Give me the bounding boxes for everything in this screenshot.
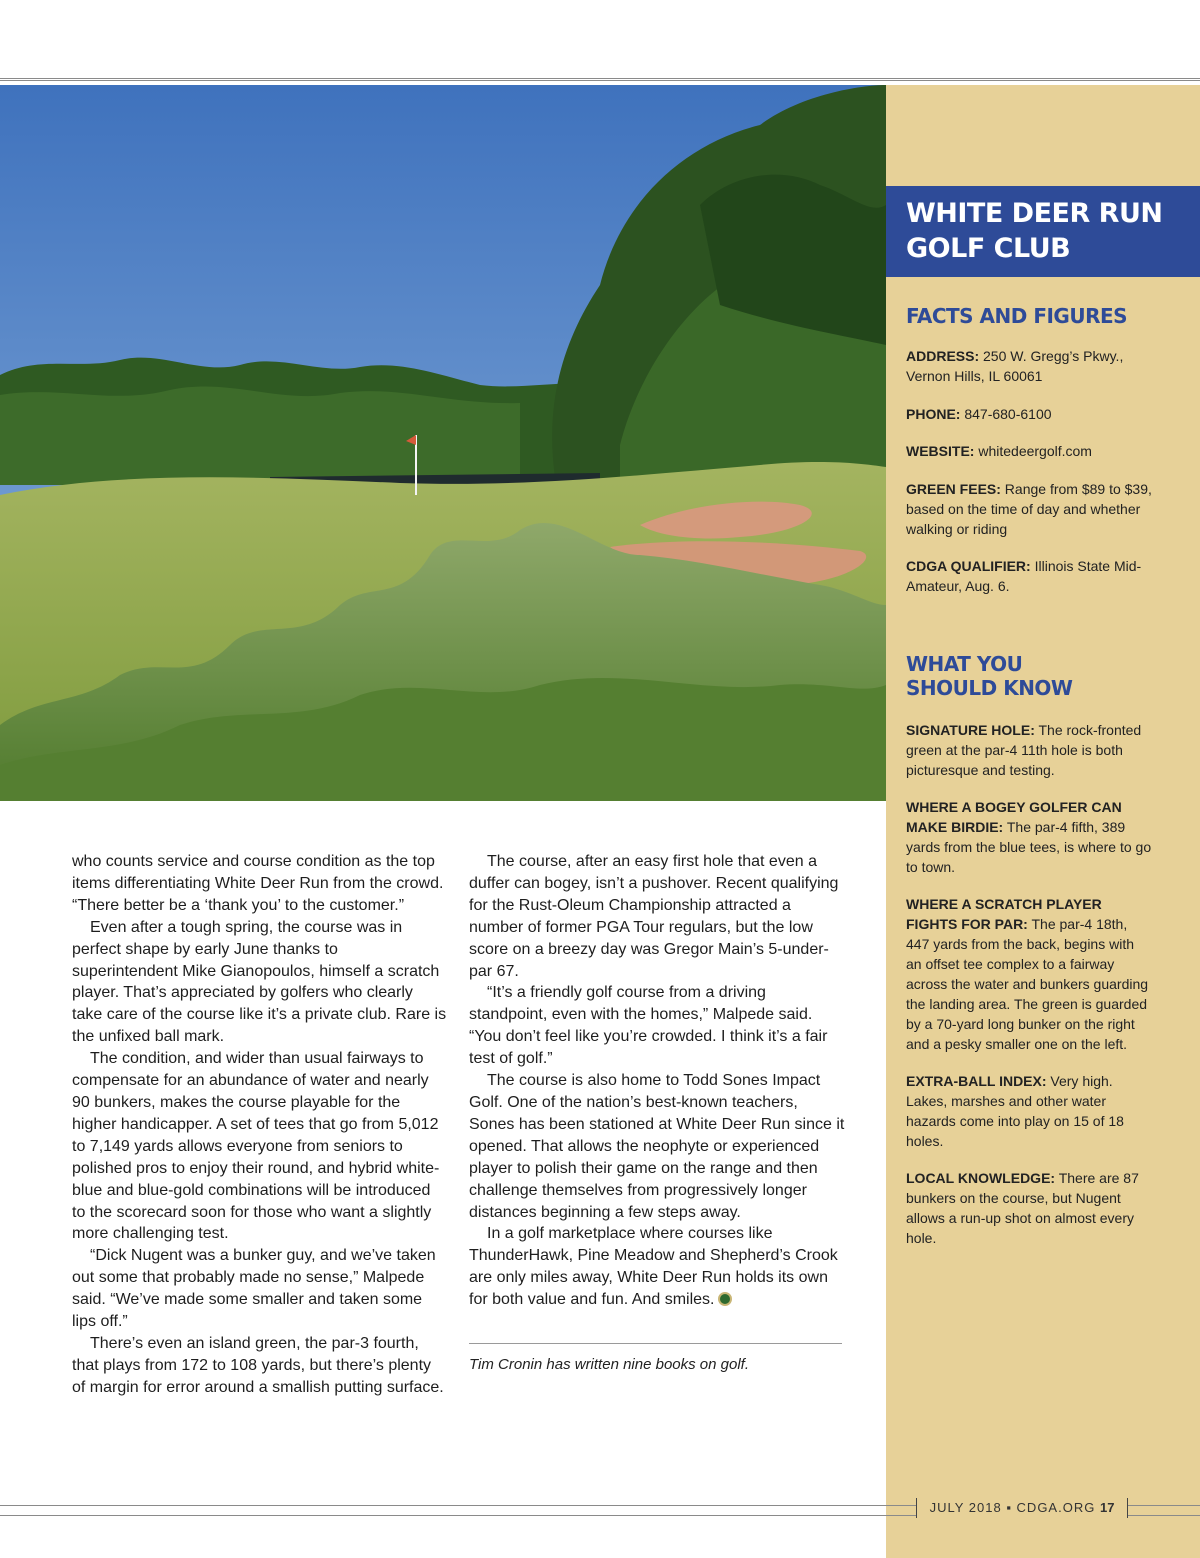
body-paragraph: “It’s a friendly golf course from a driving standpoint, even with the homes,” Malpede said. “You don’t feel like you’re crowded. I think it’s a fair test of golf.” [469,984,828,1068]
page-folio [916,1498,1128,1520]
page-number: 17 [1099,1500,1115,1515]
fact-text: 250 W. Gregg’s Pkwy., Vernon Hills, IL 60061 [906,348,1124,384]
fact-label: WEBSITE: [906,443,975,459]
know-local-knowledge [906,1168,1152,1248]
fact-label: ADDRESS: [906,348,980,364]
fact-text: 847-680-6100 [964,406,1052,422]
body-paragraph: Even after a tough spring, the course was in perfect shape by early June thanks to superintendent Mike Gianopoulos, himself a scratch player. That’s appreciated by golfers who clearly take care of the course like it’s a private club. Rare is the unfixed ball mark. [72,918,447,1046]
fact-text: The rock-fronted green at the par-4 11th hole is both picturesque and testing. [906,722,1142,778]
sidebar-banner [886,186,1200,277]
site-name: CDGA.ORG [1016,1500,1096,1515]
fact-label: GREEN FEES: [906,481,1001,497]
footer-rule-left [0,1505,916,1506]
know-signature-hole [906,720,1152,780]
body-paragraph: “Dick Nugent was a bunker guy, and we’ve taken out some that probably made no sense,” Malpede said. “We’ve made some smaller and taken some lips off.” [72,1247,436,1331]
folio-divider [916,1498,917,1518]
footer-rule-right-lower [1128,1515,1200,1516]
body-paragraph: The course is also home to Todd Sones Impact Golf. One of the nation’s best-known teachers, Sones has been stationed at White Deer Run since it opened. That allows the neophyte or experienced player to polish their game on the range and then challenge themselves from progressively longer distances beginning a few steps away. [469,1072,845,1221]
fact-text: whitedeergolf.com [978,443,1092,459]
fact-phone [906,404,1152,424]
body-paragraph: The course, after an easy first hole that even a duffer can bogey, isn’t a pushover. Recent qualifying for the Rust-Oleum Championship attracted a number of former PGA Tour regulars, but the low score on a breezy day was Gregor Main’s 5-under-par 67. [469,853,839,980]
fact-label: EXTRA-BALL INDEX: [906,1073,1047,1089]
fact-label: WHERE A SCRATCH PLAYER FIGHTS FOR PAR: [906,896,1102,932]
footer-rule-right [1128,1505,1200,1506]
know-bogey-birdie [906,797,1152,877]
fact-green-fees [906,479,1152,539]
fact-text: There are 87 bunkers on the course, but Nugent allows a run-up shot on almost every hole. [906,1170,1139,1246]
fact-text: Range from $89 to $39, based on the time of day and whether walking or riding [906,481,1152,537]
article-column-middle [469,851,847,1311]
body-paragraph-final [469,1223,847,1311]
fact-address [906,346,1152,386]
fact-label: LOCAL KNOWLEDGE: [906,1170,1056,1186]
body-paragraph: The condition, and wider than usual fairways to compensate for an abundance of water and nearly 90 bunkers, makes the course playable for the higher handicapper. A set of tees that go from 5,012 to 7,149 yards allows everyone from seniors to polished pros to enjoy their round, and hybrid white-blue and blue-gold combinations will be introduced to the scorecard soon for those who want a slightly more challenging test. [72,1050,440,1243]
issue-date: JULY 2018 [929,1500,1002,1515]
fact-label: WHERE A BOGEY GOLFER CAN MAKE BIRDIE: [906,799,1122,835]
top-rule [0,78,1200,79]
author-bio: Tim Cronin has written nine books on golf. [469,1356,750,1373]
body-paragraph: who counts service and course condition as the top items differentiating White Deer Run from the crowd. “There better be a ‘thank you’ to the customer.” [72,853,444,914]
fact-text: Very high. Lakes, marshes and other water hazards come into play on 15 of 18 holes. [906,1073,1124,1149]
folio-divider [1127,1498,1128,1518]
top-rule-thin [0,80,1200,81]
course-name-title: WHITE DEER RUN GOLF CLUB [906,198,1163,264]
fact-qualifier [906,556,1152,596]
course-photo [0,85,886,801]
fact-text: The par-4 fifth, 389 yards from the blue tees, is where to go to town. [906,819,1152,875]
footer-rule-left-lower [0,1515,916,1516]
fact-label: PHONE: [906,406,961,422]
fact-text: Illinois State Mid-Amateur, Aug. 6. [906,558,1142,594]
fact-label: SIGNATURE HOLE: [906,722,1035,738]
folio-separator: ▪ [1006,1500,1012,1515]
know-heading: WHAT YOU SHOULD KNOW [906,652,1073,700]
fact-website [906,441,1152,461]
bio-divider [469,1343,842,1344]
final-paragraph-text: In a golf marketplace where courses like ThunderHawk, Pine Meadow and Shepherd’s Crook are only miles away, White Deer Run holds its own for both value and fun. And smiles. [469,1225,838,1309]
know-extra-ball [906,1071,1152,1151]
article-column-left [72,851,447,1399]
facts-heading: FACTS AND FIGURES [906,304,1128,328]
fact-text: The par-4 18th, 447 yards from the back, begins with an offset tee complex to a fairway across the water and bunkers guarding the landing area. The green is guarded by a 70-yard long bunker on the right and a pesky smaller one on the left. [906,916,1149,1052]
body-paragraph: There’s even an island green, the par-3 fourth, that plays from 172 to 108 yards, but there’s plenty of margin for error around a smallish putting surface. [72,1334,444,1396]
know-scratch-par [906,894,1152,1054]
cdga-end-mark-icon [718,1292,732,1306]
fact-label: CDGA QUALIFIER: [906,558,1031,574]
